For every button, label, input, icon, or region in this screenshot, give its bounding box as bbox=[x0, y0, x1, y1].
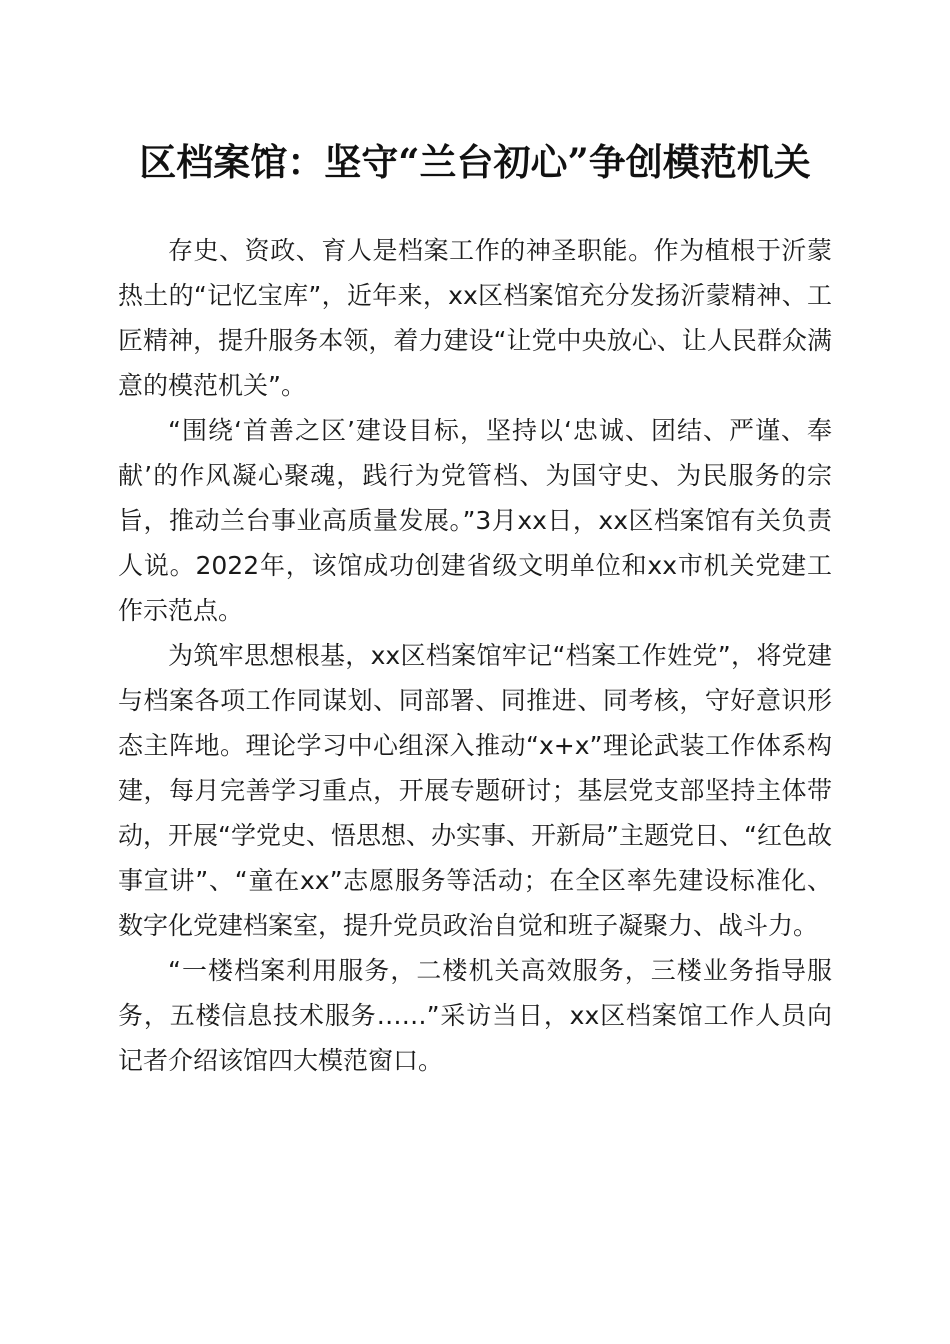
paragraph-4: “一楼档案利用服务，二楼机关高效服务，三楼业务指导服务，五楼信息技术服务……”采访当日，xx区档案馆工作人员向记者介绍该馆四大模范窗口。 bbox=[118, 956, 832, 1075]
paragraph-3: 为筑牢思想根基，xx区档案馆牢记“档案工作姓党”，将党建与档案各项工作同谋划、同部署、同推进、同考核，守好意识形态主阵地。理论学习中心组深入推动“x+x”理论武装工作体系构建，每月完善学习重点，开展专题研讨；基层党支部坚持主体带动，开展“学党史、悟思想、办实事、开新局”主题党日、“红色故事宣讲”、“童在xx”志愿服务等活动；在全区率先建设标准化、数字化党建档案室，提升党员政治自觉和班子凝聚力、战斗力。 bbox=[118, 641, 832, 940]
document-title: 区档案馆：坚守“兰台初心”争创模范机关 bbox=[139, 140, 811, 184]
paragraph-2: “围绕‘首善之区’建设目标，坚持以‘忠诚、团结、严谨、奉献’的作风凝心聚魂，践行为党管档、为国守史、为民服务的宗旨，推动兰台事业高质量发展。”3月xx日，xx区档案馆有关负责人说。2022年，该馆成功创建省级文明单位和xx市机关党建工作示范点。 bbox=[118, 416, 832, 625]
paragraph-1: 存史、资政、育人是档案工作的神圣职能。作为植根于沂蒙热土的“记忆宝库”，近年来，xx区档案馆充分发扬沂蒙精神、工匠精神，提升服务本领，着力建设“让党中央放心、让人民群众满意的模范机关”。 bbox=[118, 236, 832, 400]
document-body bbox=[118, 228, 832, 1083]
